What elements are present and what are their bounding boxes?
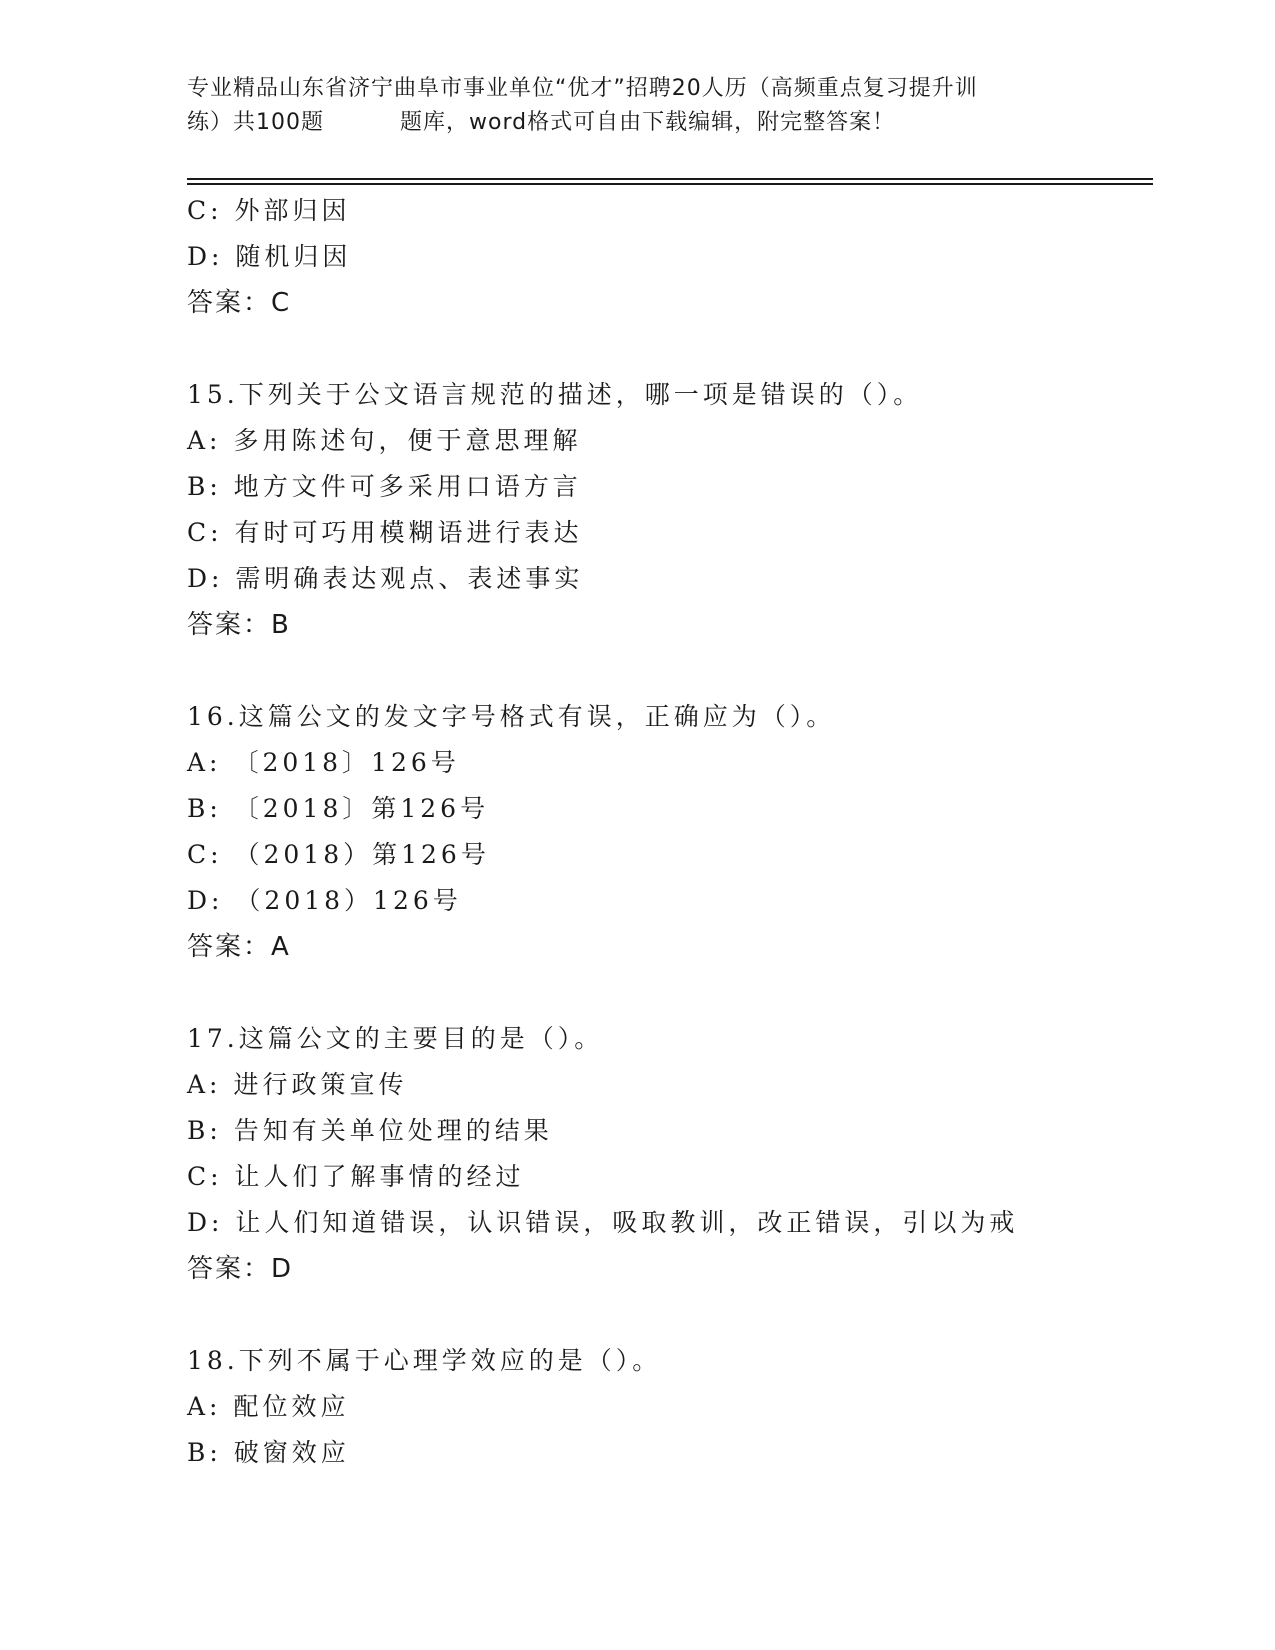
question-stem: 17.这篇公文的主要目的是（）。 [187,1024,604,1053]
answer-line: 答案：C [187,288,292,318]
option-label: B: [187,794,234,823]
spacer [187,1292,1147,1338]
question-stem: 16.这篇公文的发文字号格式有误，正确应为（）。 [187,702,836,731]
spacer [187,648,1147,694]
header-title-line2-part2: 题库，word格式可自由下载编辑，附完整答案！ [400,110,896,135]
option-text: （2018）第126号 [234,840,490,869]
option-b [187,464,1147,510]
option-text: 〔2018〕126号 [233,748,460,777]
option-text: 地方文件可多采用口语方言 [233,472,582,501]
header-divider-bottom [187,183,1153,185]
option-label: D: [187,242,236,271]
question-stem: 15.下列关于公文语言规范的描述，哪一项是错误的（）。 [187,380,923,409]
option-text: 配位效应 [233,1392,350,1421]
option-a [187,740,1147,786]
option-b [187,1108,1147,1154]
option-a [187,1062,1147,1108]
option-label: B: [187,472,234,501]
option-label: D: [187,886,236,915]
option-label: B: [187,1116,234,1145]
option-a [187,418,1147,464]
option-text: 外部归因 [234,196,351,225]
option-label: A: [187,748,234,777]
option-text: 多用陈述句，便于意思理解 [233,426,582,455]
option-d [187,556,1147,602]
answer-line: 答案：A [187,932,291,962]
spacer [187,326,1147,372]
option-text: 让人们了解事情的经过 [234,1162,525,1191]
option-c [187,1154,1147,1200]
option-text: 让人们知道错误，认识错误，吸取教训，改正错误，引以为戒 [235,1208,1019,1237]
option-label: A: [187,426,234,455]
header-title-line2 [187,106,1107,140]
option-c [187,832,1147,878]
question-content [187,188,1147,1476]
header-title-line1: 专业精品山东省济宁曲阜市事业单位“优才”招聘20人历（高频重点复习提升训 [187,76,978,101]
option-text: （2018）126号 [235,886,462,915]
option-label: D: [187,564,236,593]
option-label: C: [187,840,235,869]
spacer [187,970,1147,1016]
option-text: 随机归因 [235,242,352,271]
option-text: 〔2018〕第126号 [233,794,490,823]
option-text: 需明确表达观点、表述事实 [235,564,584,593]
option-label: C: [187,518,235,547]
option-label: A: [187,1392,234,1421]
option-b [187,1430,1147,1476]
option-label: C: [187,1162,235,1191]
header-title-line2-part1: 练）共100题 [187,110,324,135]
option-d [187,234,1147,280]
option-text: 进行政策宣传 [233,1070,408,1099]
option-text: 破窗效应 [233,1438,350,1467]
answer-line: 答案：B [187,610,291,640]
option-a [187,1384,1147,1430]
option-b [187,786,1147,832]
option-label: C: [187,196,235,225]
option-d [187,1200,1147,1246]
option-d [187,878,1147,924]
option-c [187,510,1147,556]
header-divider-top [187,178,1153,180]
option-text: 有时可巧用模糊语进行表达 [234,518,583,547]
option-text: 告知有关单位处理的结果 [233,1116,553,1145]
question-stem: 18.下列不属于心理学效应的是（）。 [187,1346,662,1375]
answer-line: 答案：D [187,1254,294,1284]
option-label: B: [187,1438,234,1467]
option-c [187,188,1147,234]
option-label: D: [187,1208,236,1237]
document-header [187,72,1107,140]
option-label: A: [187,1070,234,1099]
